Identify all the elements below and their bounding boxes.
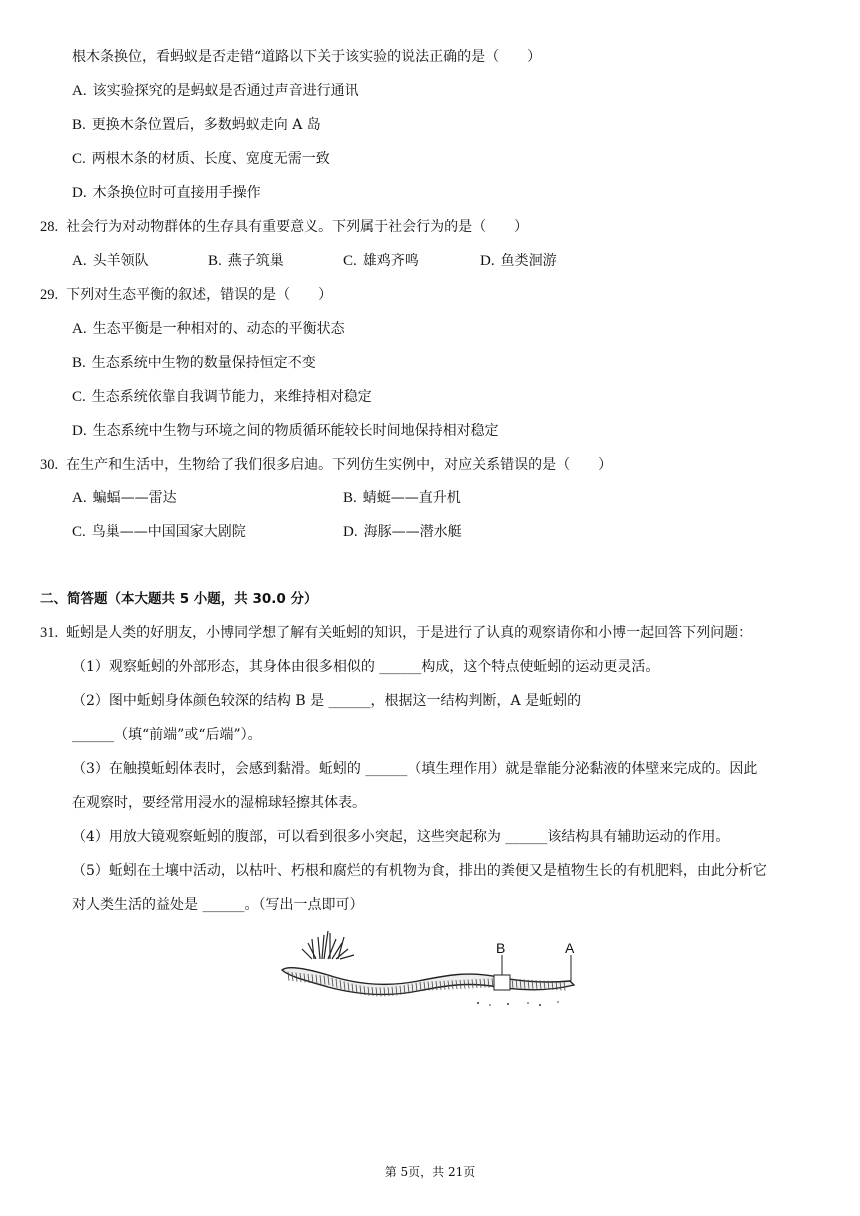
option-letter: D. xyxy=(343,524,358,540)
q28-option-a xyxy=(72,251,149,271)
earthworm-body xyxy=(282,968,574,995)
option-letter: A. xyxy=(72,490,87,506)
q29-option-c xyxy=(72,387,372,407)
q31-sub2-line2: ______（填“前端”或“后端”）。 xyxy=(72,727,262,743)
q28-option-c xyxy=(343,251,419,271)
question-stem: 在生产和生活中，生物给了我们很多启迪。下列仿生实例中，对应关系错误的是（ ） xyxy=(66,457,613,473)
q31-sub3-line1: （3）在触摸蚯蚓体表时，会感到黏滑。蚯蚓的 ______（填生理作用）就是靠能分泌黏液的体壁来完成的。因此 xyxy=(72,761,758,777)
option-text: 该实验探究的是蚂蚁是否通过声音进行通讯 xyxy=(92,83,359,99)
option-text: 燕子筑巢 xyxy=(227,253,284,269)
q30-stem-line xyxy=(40,455,612,475)
q27-continuation: 根木条换位，看蚂蚁是否走错“道路以下关于该实验的说法正确的是（ ） xyxy=(72,49,542,65)
label-a: A xyxy=(565,940,575,956)
q31-sub2-line1: （2）图中蚯蚓身体颜色较深的结构 B 是 ______，根据这一结构判断，A 是蚯蚓的 xyxy=(72,693,582,709)
option-letter: A. xyxy=(72,321,87,337)
option-text: 两根木条的材质、长度、宽度无需一致 xyxy=(91,151,330,167)
q29-option-d xyxy=(72,421,499,441)
q27-option-c xyxy=(72,149,330,169)
question-number: 28. xyxy=(40,219,59,235)
question-number: 30. xyxy=(40,457,59,473)
option-letter: C. xyxy=(72,524,86,540)
option-text: 生态系统依靠自我调节能力，来维持相对稳定 xyxy=(91,389,372,405)
option-letter: C. xyxy=(343,253,357,269)
q30-option-b xyxy=(343,488,461,508)
option-letter: D. xyxy=(72,423,87,439)
option-letter: B. xyxy=(343,490,357,506)
option-text: 蜻蜓——直升机 xyxy=(362,490,461,506)
grass-tuft-icon xyxy=(302,931,354,959)
q30-option-c xyxy=(72,522,246,542)
q28-stem-line xyxy=(40,217,528,237)
q27-option-a xyxy=(72,81,359,101)
q27-option-b xyxy=(72,115,321,135)
option-letter: C. xyxy=(72,151,86,167)
q31-sub3-line2: 在观察时，要经常用浸水的湿棉球轻擦其体表。 xyxy=(72,795,366,811)
q31-sub5-line2: 对人类生活的益处是 ______。（写出一点即可） xyxy=(72,897,364,913)
q31-stem-line xyxy=(40,623,752,643)
option-text: 头羊领队 xyxy=(92,253,149,269)
clitellum-b xyxy=(494,975,510,990)
option-letter: A. xyxy=(72,253,87,269)
question-stem: 蚯蚓是人类的好朋友，小博同学想了解有关蚯蚓的知识，于是进行了认真的观察请你和小博一起回答下列问题： xyxy=(66,625,753,641)
option-text: 更换木条位置后，多数蚂蚁走向 A 岛 xyxy=(91,117,321,133)
option-letter: B. xyxy=(72,117,86,133)
q31-sub5-line1: （5）蚯蚓在土壤中活动，以枯叶、朽根和腐烂的有机物为食，排出的粪便又是植物生长的有机肥料，由此分析它 xyxy=(72,863,767,879)
q28-option-b xyxy=(208,251,284,271)
option-letter: D. xyxy=(480,253,495,269)
option-text: 雄鸡齐鸣 xyxy=(362,253,419,269)
option-text: 鱼类洄游 xyxy=(500,253,557,269)
page-footer: 第 5页，共 21页 xyxy=(384,1165,476,1179)
option-text: 生态平衡是一种相对的、动态的平衡状态 xyxy=(92,321,345,337)
question-stem: 社会行为对动物群体的生存具有重要意义。下列属于社会行为的是（ ） xyxy=(66,219,529,235)
option-text: 木条换位时可直接用手操作 xyxy=(92,185,261,201)
label-b: B xyxy=(496,940,506,956)
soil-dots xyxy=(477,1001,559,1006)
option-text: 生态系统中生物与环境之间的物质循环能较长时间地保持相对稳定 xyxy=(92,423,499,439)
option-text: 生态系统中生物的数量保持恒定不变 xyxy=(91,355,316,371)
option-letter: B. xyxy=(72,355,86,371)
earthworm-figure xyxy=(278,925,598,1020)
option-text: 海豚——潜水艇 xyxy=(363,524,462,540)
q30-option-a xyxy=(72,488,177,508)
q30-option-d xyxy=(343,522,462,542)
q29-option-a xyxy=(72,319,345,339)
option-text: 蝙蝠——雷达 xyxy=(92,490,177,506)
question-number: 31. xyxy=(40,625,59,641)
q29-stem-line xyxy=(40,285,332,305)
option-text: 鸟巢——中国国家大剧院 xyxy=(91,524,246,540)
option-letter: A. xyxy=(72,83,87,99)
option-letter: D. xyxy=(72,185,87,201)
q29-option-b xyxy=(72,353,316,373)
option-letter: C. xyxy=(72,389,86,405)
q27-option-d xyxy=(72,183,261,203)
section-title: 二、简答题（本大题共 5 小题，共 30.0 分） xyxy=(40,591,318,607)
question-number: 29. xyxy=(40,287,59,303)
option-letter: B. xyxy=(208,253,222,269)
q31-sub4: （4）用放大镜观察蚯蚓的腹部，可以看到很多小突起，这些突起称为 ______该结构具有辅助运动的作用。 xyxy=(72,829,730,845)
q28-option-d xyxy=(480,251,557,271)
question-stem: 下列对生态平衡的叙述，错误的是（ ） xyxy=(66,287,333,303)
q31-sub1: （1）观察蚯蚓的外部形态，其身体由很多相似的 ______构成，这个特点使蚯蚓的运动更灵活。 xyxy=(72,659,660,675)
